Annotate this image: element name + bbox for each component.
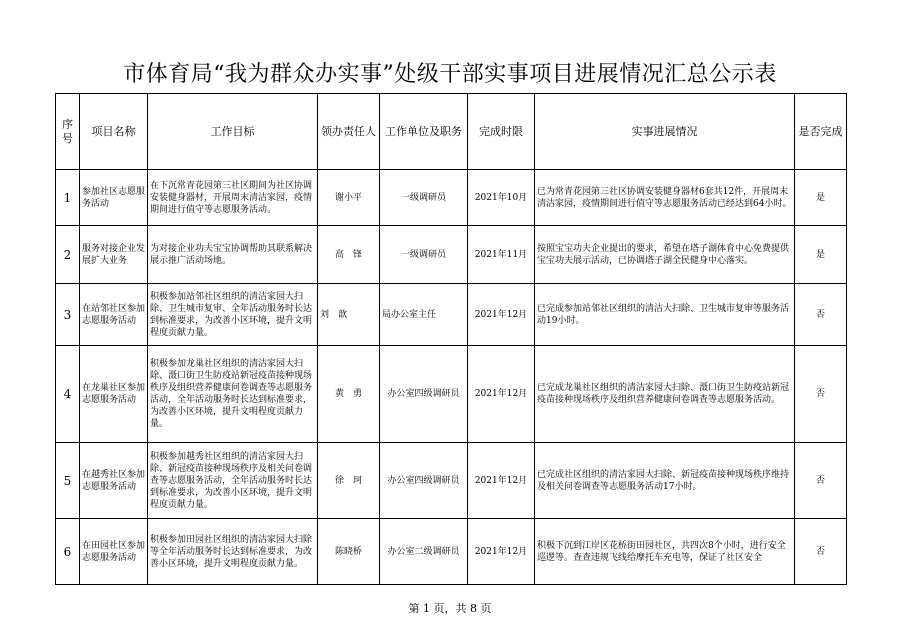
header-time: 完成时限 [468, 94, 535, 170]
cell-seq: 6 [56, 519, 80, 585]
table-row [56, 346, 847, 443]
cell-name: 在龙巢社区参加志愿服务活动 [80, 346, 148, 443]
cell-goal: 在下沉常青花园第三社区期间为社区协调安装健身器材，开展周末清洁家园，疫情期间进行值守等志愿服务活动。 [148, 170, 318, 226]
cell-name: 服务对接企业发展扩大业务 [80, 226, 148, 284]
cell-seq: 3 [56, 284, 80, 346]
cell-goal: 积极参加站邻社区组织的清洁家园大扫除、卫生城市复审、全年活动服务时长达到标准要求，为改善小区环境，提升文明程度贡献力量。 [148, 284, 318, 346]
page-title: 市体育局“我为群众办实事”处级干部实事项目进展情况汇总公示表 [123, 62, 777, 87]
cell-goal: 积极参加田园社区组织的清洁家园大扫除等全年活动服务时长达到标准要求，为改善小区环境，提升文明程度贡献力量。 [148, 519, 318, 585]
cell-time: 2021年12月 [468, 346, 535, 443]
cell-done: 是 [795, 226, 847, 284]
table-row [56, 443, 847, 519]
cell-unit: 办公室四级调研员 [380, 443, 468, 519]
cell-name: 参加社区志愿服务活动 [80, 170, 148, 226]
summary-table [55, 93, 847, 585]
cell-name: 在站邻社区参加志愿服务活动 [80, 284, 148, 346]
cell-name: 在田园社区参加志愿服务活动 [80, 519, 148, 585]
header-goal: 工作目标 [148, 94, 318, 170]
cell-progress: 已完成参加站邻社区组织的清洁大扫除、卫生城市复审等服务活动19小时。 [535, 284, 795, 346]
cell-done: 否 [795, 519, 847, 585]
cell-done: 否 [795, 443, 847, 519]
cell-leader: 高 锋 [318, 226, 380, 284]
cell-goal: 积极参加越秀社区组织的清洁家园大扫除、新冠疫苗接种现场秩序及相关问卷调查等志愿服务活动，全年活动服务时长达到标准要求，为改善小区环境，提升文明程度贡献力量。 [148, 443, 318, 519]
cell-progress: 已完成龙巢社区组织的清洁家园大扫除、滠口街卫生防疫站新冠疫苗接种现场秩序及组织营养健康问卷调查等志愿服务活动。 [535, 346, 795, 443]
cell-progress: 按照宝宝功夫企业提出的要求，希望在塔子湖体育中心免费提供宝宝功夫展示活动，已协调塔子湖全民健身中心落实。 [535, 226, 795, 284]
header-leader: 领办责任人 [318, 94, 380, 170]
cell-unit: 办公室二级调研员 [380, 519, 468, 585]
cell-seq: 2 [56, 226, 80, 284]
cell-done: 否 [795, 284, 847, 346]
cell-seq: 1 [56, 170, 80, 226]
table-row [56, 519, 847, 585]
table-row [56, 284, 847, 346]
cell-seq: 5 [56, 443, 80, 519]
table-row [56, 226, 847, 284]
cell-leader: 徐 珂 [318, 443, 380, 519]
cell-name: 在越秀社区参加志愿服务活动 [80, 443, 148, 519]
header-name: 项目名称 [80, 94, 148, 170]
cell-progress: 已完成社区组织的清洁家园大扫除、新冠疫苗接种现场秩序维持及相关问卷调查等志愿服务活动17小时。 [535, 443, 795, 519]
cell-time: 2021年12月 [468, 443, 535, 519]
cell-leader: 谢小平 [318, 170, 380, 226]
cell-leader: 刘 歆 [318, 284, 380, 346]
header-seq: 序号 [56, 94, 80, 170]
header-done: 是否完成 [795, 94, 847, 170]
cell-time: 2021年12月 [468, 284, 535, 346]
cell-unit: 一级调研员 [380, 170, 468, 226]
cell-done: 否 [795, 346, 847, 443]
cell-time: 2021年12月 [468, 519, 535, 585]
header-row [56, 94, 847, 170]
header-progress: 实事进展情况 [535, 94, 795, 170]
page-footer: 第 1 页，共 8 页 [408, 602, 492, 615]
cell-leader: 黄 勇 [318, 346, 380, 443]
header-unit: 工作单位及职务 [380, 94, 468, 170]
cell-goal: 积极参加龙巢社区组织的清洁家园大扫除、滠口街卫生防疫站新冠疫苗接种现场秩序及组织营养健康问卷调查等志愿服务活动，全年活动服务时长达到标准要求，为改善小区环境，提升文明程度贡献力量。 [148, 346, 318, 443]
cell-unit: 一级调研员 [380, 226, 468, 284]
cell-unit: 局办公室主任 [380, 284, 468, 346]
cell-goal: 为对接企业功夫宝宝协调帮助其联系解决展示推广活动场地。 [148, 226, 318, 284]
table-row [56, 170, 847, 226]
cell-unit: 办公室四级调研员 [380, 346, 468, 443]
cell-time: 2021年11月 [468, 226, 535, 284]
cell-time: 2021年10月 [468, 170, 535, 226]
cell-seq: 4 [56, 346, 80, 443]
cell-leader: 陈晓桥 [318, 519, 380, 585]
cell-progress: 已为常青花园第三社区协调安装健身器材6套共12件，开展周末清洁家园，疫情期间进行值守等志愿服务活动已经达到64小时。 [535, 170, 795, 226]
cell-progress: 积极下沉到江岸区花桥街田园社区，共四次8个小时，进行安全巡逻等。查查违规飞线给摩托车充电等，保证了社区安全 [535, 519, 795, 585]
cell-done: 是 [795, 170, 847, 226]
